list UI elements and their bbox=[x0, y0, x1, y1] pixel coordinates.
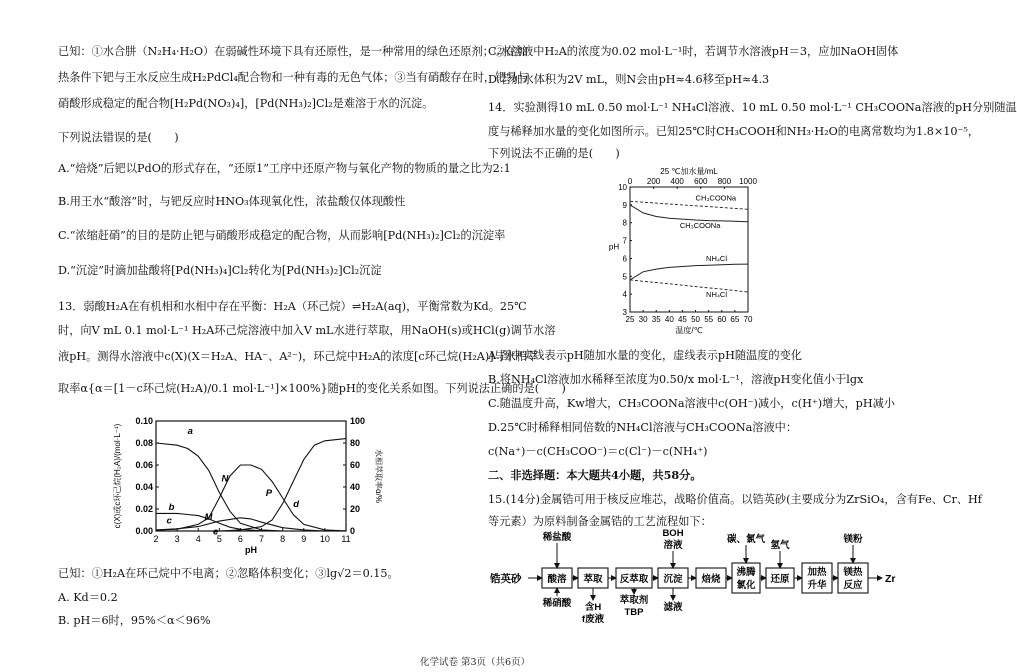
y-tick-label: 0.08 bbox=[135, 438, 153, 448]
flow-output: 滤液 bbox=[663, 602, 683, 613]
annotation-b: b bbox=[168, 502, 175, 514]
flow-box-label: 萃取 bbox=[583, 574, 603, 585]
y-axis-label: pH bbox=[608, 242, 620, 252]
flow-box-label: 酸溶 bbox=[547, 574, 567, 585]
flow-input: 稀盐酸 bbox=[542, 532, 572, 543]
x-tick-label: 45 bbox=[677, 315, 687, 324]
y-tick-label: 9 bbox=[622, 200, 627, 210]
x-tick-label: 5 bbox=[216, 534, 222, 544]
q12-option-b: B.用王水“酸溶”时，与钯反应时HNO₃体现氧化性，浓盐酸仅体现酸性 bbox=[58, 195, 406, 208]
flow-start: 锆英砂 bbox=[490, 573, 522, 585]
series-line-0 bbox=[630, 201, 748, 209]
series-line-1 bbox=[630, 205, 748, 222]
y-tick-label: 4 bbox=[622, 290, 627, 300]
series-line-e bbox=[156, 518, 346, 531]
flow-end: Zr bbox=[885, 573, 896, 585]
y-tick-label: 7 bbox=[622, 236, 627, 246]
y2-tick-label: 20 bbox=[350, 504, 361, 514]
q13-line1: 13．弱酸H₂A在有机相和水相中存在平衡：H₂A（环己烷）⇌H₂A(aq)，平衡常数为Kd。25℃ bbox=[58, 300, 527, 313]
x-tick-label: 30 bbox=[638, 315, 648, 324]
flow-box-label: 还原 bbox=[770, 574, 790, 585]
flow-box-label-b: 升华 bbox=[807, 580, 827, 591]
y-tick-label: 0.00 bbox=[135, 526, 153, 536]
q12-intro-line2: 热条件下钯与王水反应生成H₂PdCl₄配合物和一种有毒的无色气体；③当有硝酸存在时，钯易与 bbox=[58, 71, 529, 84]
y-tick-label: 3 bbox=[622, 308, 627, 317]
x-tick-label: 2 bbox=[153, 534, 159, 544]
chart-series bbox=[630, 201, 748, 292]
flow-box-label-b: 氯化 bbox=[736, 580, 756, 591]
chart-labels bbox=[167, 426, 300, 537]
q13-option-d: D.若加水体积为2V mL，则N会由pH≈4.6移至pH≈4.3 bbox=[488, 73, 770, 86]
flow-box-label: 焙烧 bbox=[701, 574, 721, 585]
flow-box-label-a: 镁热 bbox=[843, 567, 863, 578]
flow-box-label-b: 反应 bbox=[843, 580, 863, 591]
flow-box-label-a: 加热 bbox=[807, 567, 827, 578]
x-axis-label: 温度/℃ bbox=[675, 326, 703, 335]
series-line-a bbox=[156, 443, 346, 531]
flow-input: 稀硝酸 bbox=[542, 598, 572, 609]
x-tick-label: 65 bbox=[730, 315, 740, 324]
y2-tick-label: 80 bbox=[350, 438, 361, 448]
chart-series bbox=[156, 439, 346, 531]
y-tick-label: 0.06 bbox=[135, 460, 153, 470]
series-label-2: NH₄Cl bbox=[706, 254, 728, 264]
chart-axes bbox=[609, 166, 758, 335]
q13-line4: 取率α{α＝[1－c环己烷(H₂A)/0.1 mol·L⁻¹]×100%}随pH的变化关系如图。下列说法正确的是( ) bbox=[58, 382, 566, 395]
chart-title: 25 ℃加水量/mL bbox=[660, 167, 718, 176]
y2-tick-label: 0 bbox=[350, 526, 356, 536]
flow-input: BOH bbox=[662, 528, 684, 539]
y2-tick-label: 60 bbox=[350, 460, 361, 470]
x-tick-label: 60 bbox=[717, 315, 727, 324]
y2-tick-label: 40 bbox=[350, 482, 361, 492]
annotation-M: M bbox=[204, 512, 213, 523]
flow-box-label: 反萃取 bbox=[619, 574, 649, 585]
annotation-c: c bbox=[166, 515, 172, 527]
q12-intro-line3: 硝酸形成稳定的配合物[H₂Pd(NO₃)₄]，[Pd(NH₃)₂]Cl₂是难溶于水的沉淀。 bbox=[58, 97, 434, 110]
y-tick-label: 6 bbox=[622, 254, 627, 264]
section-heading: 二、非选择题：本大题共4小题，共58分。 bbox=[488, 468, 702, 482]
annotation-N: N bbox=[221, 473, 229, 485]
q14-option-c: C.随温度升高，Kw增大，CH₃COONa溶液中c(OH⁻)减小，c(H⁺)增大，pH减小 bbox=[488, 397, 895, 410]
process-flowchart bbox=[490, 528, 900, 634]
q14-option-d: D.25℃时稀释相同倍数的NH₄Cl溶液与CH₃COONa溶液中： bbox=[488, 421, 798, 434]
y-tick-label: 8 bbox=[622, 218, 627, 228]
annotation-d: d bbox=[293, 498, 300, 510]
q14-chart bbox=[608, 167, 808, 335]
series-line-d bbox=[156, 439, 346, 531]
x-tick-label: 40 bbox=[664, 315, 674, 324]
x-tick-label: 8 bbox=[280, 534, 286, 544]
annotation-e: e bbox=[213, 526, 219, 538]
y-tick-label: 0.10 bbox=[135, 416, 153, 426]
flow-box-label-a: 沸腾 bbox=[736, 567, 756, 578]
x-tick-label: 25 bbox=[625, 315, 635, 324]
x-tick-label: 35 bbox=[651, 315, 661, 324]
flow-input: 碳、氯气 bbox=[726, 534, 766, 545]
q14-option-d-formula: c(Na⁺)－c(CH₃COO⁻)＝c(Cl⁻)－c(NH₄⁺) bbox=[488, 445, 708, 458]
top-tick-label: 1000 bbox=[739, 177, 757, 186]
chart-axes bbox=[112, 416, 384, 555]
page-footer: 化学试卷 第3页（共6页） bbox=[419, 657, 531, 668]
x-tick-label: 70 bbox=[743, 315, 753, 324]
y-axis-label: c(X)或c环己烷(H₂A)/(mol·L⁻¹) bbox=[113, 423, 122, 529]
flow-input: 氢气 bbox=[770, 540, 790, 551]
annotation-P: P bbox=[265, 487, 273, 499]
q13-option-b: B. pH＝6时，95%＜α＜96% bbox=[58, 614, 211, 627]
top-tick-label: 0 bbox=[627, 177, 633, 186]
x-tick-label: 4 bbox=[195, 534, 201, 544]
q12-option-c: C.“浓缩赶硝”的目的是防止钯与硝酸形成稳定的配合物，从而影响[Pd(NH₃)₂]Cl₂的沉淀率 bbox=[58, 229, 506, 242]
y-tick-label: 5 bbox=[622, 272, 627, 282]
series-line-3 bbox=[630, 280, 748, 292]
q15-line2: 等元素）为原料制备金属锆的工艺流程如下： bbox=[488, 515, 712, 528]
chart-labels bbox=[680, 193, 737, 298]
q14-option-b: B.将NH₄Cl溶液加水稀释至浓度为0.50/x mol·L⁻¹，溶液pH变化值小于lgx bbox=[488, 373, 864, 386]
flow-output: 含H bbox=[584, 602, 602, 613]
q14-line3: 下列说法不正确的是( ) bbox=[488, 147, 620, 160]
x-tick-label: 7 bbox=[259, 534, 265, 544]
q12-intro-line1: 已知：①水合肼（N₂H₄·H₂O）在弱碱性环境下具有还原性，是一种常用的绿色还原剂；②在加 bbox=[58, 45, 528, 58]
y2-tick-label: 100 bbox=[350, 416, 366, 426]
top-tick-label: 400 bbox=[670, 177, 684, 186]
x-tick-label: 50 bbox=[691, 315, 701, 324]
x-tick-label: 11 bbox=[341, 534, 351, 544]
q12-stem: 下列说法错误的是( ) bbox=[58, 131, 179, 144]
q15-line1: 15.(14分)金属锆可用于核反应堆芯，战略价值高。以锆英砂(主要成分为ZrSiO₄，含有Fe、Cr、Hf bbox=[488, 493, 982, 506]
q12-option-a: A.“焙烧”后钯以PdO的形式存在，“还原1”工序中还原产物与氧化产物的物质的量之比为2:1 bbox=[58, 162, 511, 175]
flow-output: f废液 bbox=[581, 614, 605, 625]
top-tick-label: 600 bbox=[694, 177, 708, 186]
y-tick-label: 10 bbox=[618, 183, 627, 192]
q14-line2: 度与稀释加水量的变化如图所示。已知25℃时CH₃COOH和NH₃·H₂O的电离常数均为1.8×10⁻⁵， bbox=[488, 125, 980, 138]
q14-line1: 14．实验测得10 mL 0.50 mol·L⁻¹ NH₄Cl溶液、10 mL 0.50 mol·L⁻¹ CH₃COONa溶液的pH分别随温 bbox=[488, 101, 1017, 114]
q13-chart bbox=[113, 413, 383, 555]
q14-option-a: A.图中实线表示pH随加水量的变化，虚线表示pH随温度的变化 bbox=[488, 349, 802, 362]
flow-box-label: 沉淀 bbox=[663, 574, 683, 585]
flow-input: 镁粉 bbox=[843, 534, 863, 545]
x-tick-label: 55 bbox=[704, 315, 714, 324]
x-tick-label: 10 bbox=[319, 534, 330, 544]
series-label-1: CH₃COONa bbox=[679, 221, 721, 231]
flow-input: 溶液 bbox=[663, 540, 683, 551]
q13-note: 已知：①H₂A在环己烷中不电离；②忽略体积变化；③lg√2＝0.15。 bbox=[58, 567, 399, 580]
q13-option-a: A. Kd＝0.2 bbox=[58, 591, 118, 604]
x-tick-label: 3 bbox=[174, 534, 180, 544]
plot-frame bbox=[630, 187, 748, 312]
top-tick-label: 200 bbox=[646, 177, 661, 186]
q13-line3: 液pH。测得水溶液中c(X)(X＝H₂A、HA⁻、A²⁻)，环己烷中H₂A的浓度[c环己烷(H₂A)]与水相萃 bbox=[58, 350, 539, 363]
x-tick-label: 6 bbox=[237, 534, 243, 544]
y-tick-label: 0.04 bbox=[135, 482, 153, 492]
q13-option-c: C.水溶液中H₂A的浓度为0.02 mol·L⁻¹时，若调节水溶液pH＝3，应加NaOH固体 bbox=[488, 45, 899, 58]
series-line-2 bbox=[630, 264, 748, 280]
y-tick-label: 0.02 bbox=[135, 504, 153, 514]
flow-output: 萃取剂 bbox=[619, 595, 649, 606]
flow-output: TBP bbox=[624, 607, 644, 618]
x-axis-label: pH bbox=[245, 545, 257, 555]
series-line-c bbox=[156, 465, 346, 531]
q12-option-d: D.“沉淀”时滴加盐酸将[Pd(NH₃)₄]Cl₂转化为[Pd(NH₃)₂]Cl₂沉淀 bbox=[58, 264, 382, 277]
q13-line2: 时，向V mL 0.1 mol·L⁻¹ H₂A环己烷溶液中加入V mL水进行萃取，用NaOH(s)或HCl(g)调节水溶 bbox=[58, 324, 556, 337]
x-tick-label: 9 bbox=[301, 534, 307, 544]
series-label-0: CH₃COONa bbox=[695, 193, 737, 203]
series-label-3: NH₄Cl bbox=[706, 289, 728, 299]
top-tick-label: 800 bbox=[717, 177, 732, 186]
annotation-a: a bbox=[187, 426, 193, 438]
y2-axis-label: 水相萃取率α/% bbox=[374, 449, 383, 503]
